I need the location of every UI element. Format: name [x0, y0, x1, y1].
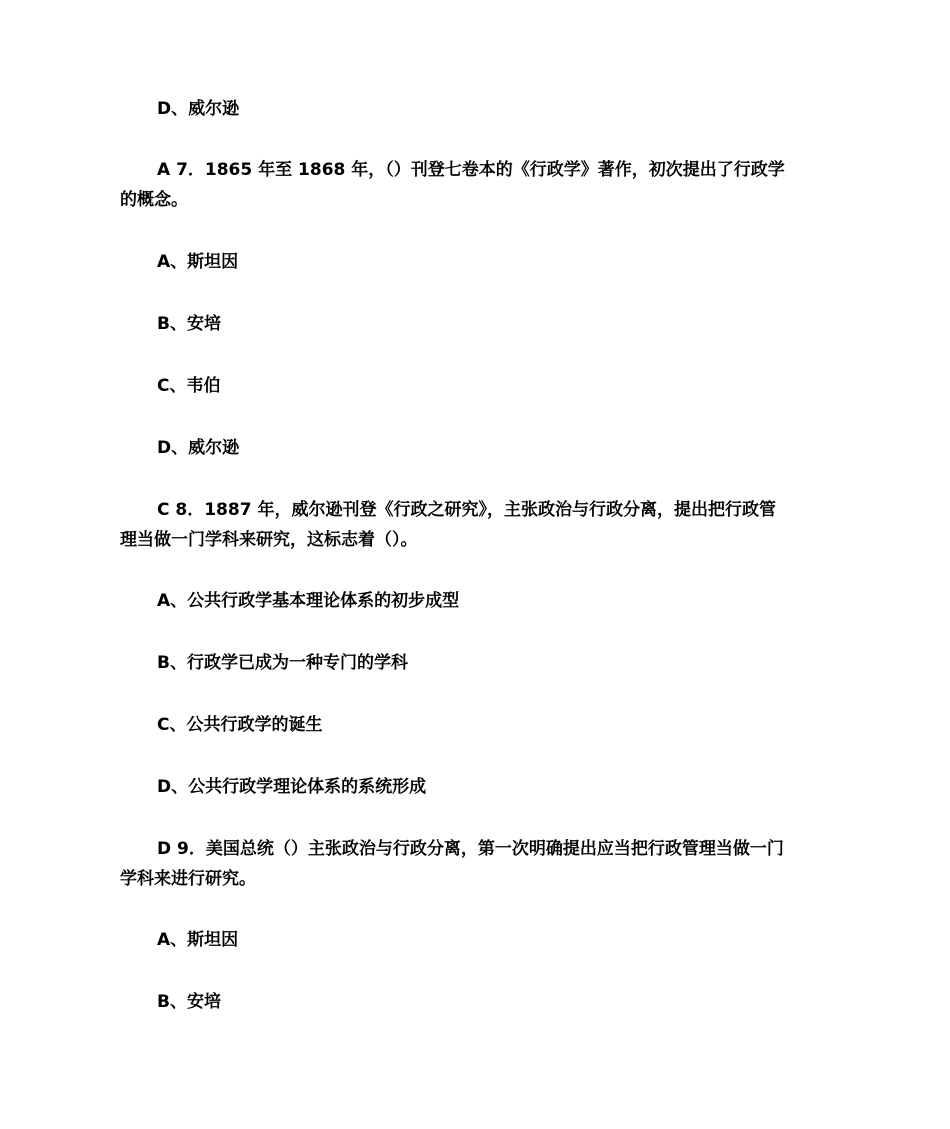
question-8-option-b: B、行政学已成为一种专门的学科: [157, 653, 408, 673]
question-8-option-c: C、公共行政学的诞生: [157, 715, 323, 735]
question-7-stem-line-2: 的概念。: [120, 190, 188, 210]
question-9-stem-line-2: 学科来进行研究。: [120, 869, 256, 889]
question-9-stem-line-1: D 9．美国总统（）主张政治与行政分离，第一次明确提出应当把行政管理当做一门: [157, 839, 784, 859]
question-7-option-a: A、斯坦因: [157, 252, 239, 272]
question-9-option-a: A、斯坦因: [157, 930, 239, 950]
question-7-option-b: B、安培: [157, 314, 221, 334]
question-8-option-d: D、公共行政学理论体系的系统形成: [157, 777, 427, 797]
option-d: D、威尔逊: [157, 99, 240, 119]
question-7-option-c: C、韦伯: [157, 376, 221, 396]
question-8-stem-line-2: 理当做一门学科来研究，这标志着（）。: [120, 530, 418, 550]
question-7-option-d: D、威尔逊: [157, 438, 240, 458]
question-7-stem-line-1: A 7．1865 年至 1868 年，（）刊登七卷本的《行政学》著作，初次提出了行政学: [157, 160, 785, 180]
question-8-option-a: A、公共行政学基本理论体系的初步成型: [157, 591, 460, 611]
question-9-option-b: B、安培: [157, 992, 221, 1012]
question-8-stem-line-1: C 8．1887 年，威尔逊刊登《行政之研究》，主张政治与行政分离，提出把行政管: [157, 500, 776, 520]
